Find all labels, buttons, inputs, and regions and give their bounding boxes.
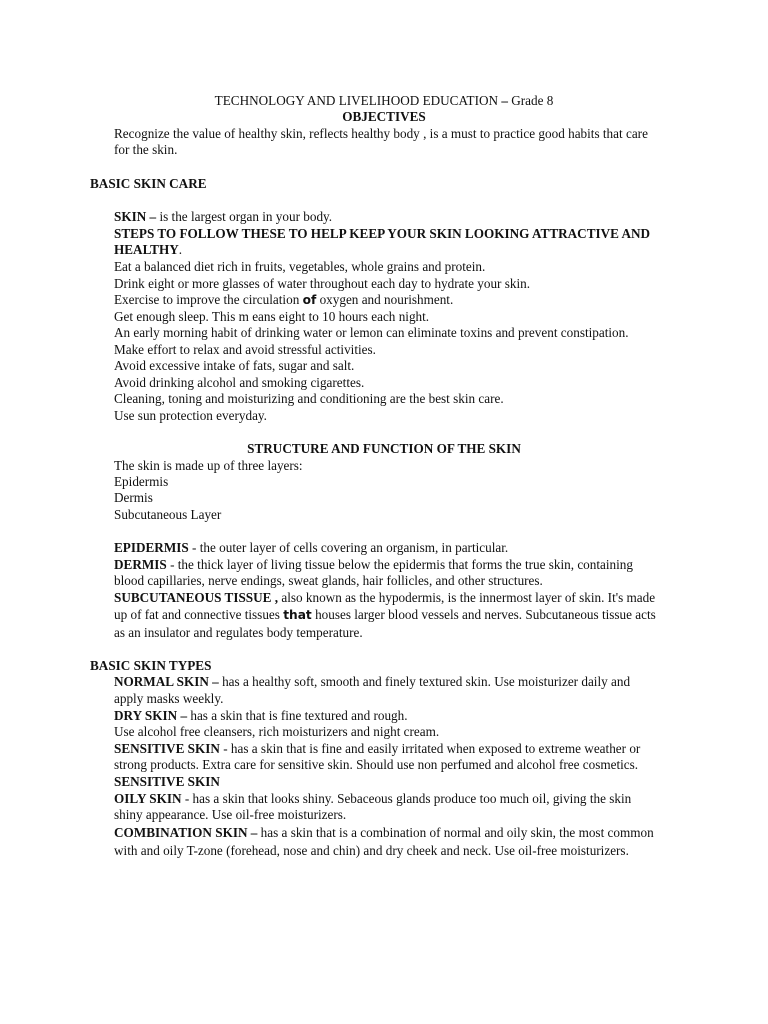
objectives-heading: OBJECTIVES xyxy=(342,109,426,124)
skin-types-heading: BASIC SKIN TYPES xyxy=(90,658,212,673)
dry-skin-term: DRY SKIN – xyxy=(114,708,188,723)
sensitive-skin-line-2: strong products. Extra care for sensitive skin. Should use non perfumed and alcohol free cosmetics. xyxy=(114,757,639,772)
title-text: TECHNOLOGY AND LIVELIHOOD EDUCATION xyxy=(214,93,499,108)
sensitive-skin xyxy=(114,741,640,758)
subcutaneous-definition-line-3: as an insulator and regulates body temperature. xyxy=(114,625,363,640)
step-item: Use sun protection everyday. xyxy=(114,408,267,423)
steps-heading-healthy: HEALTHY xyxy=(114,242,179,257)
steps-heading-line-2 xyxy=(114,242,182,259)
epidermis-term: EPIDERMIS xyxy=(114,540,189,555)
step-item: Eat a balanced diet rich in fruits, vegetables, whole grains and protein. xyxy=(114,259,486,274)
objectives-line-2: for the skin. xyxy=(114,142,178,157)
exercise-pre: Exercise to improve the circulation xyxy=(114,292,303,307)
step-item: Drink eight or more glasses of water throughout each day to hydrate your skin. xyxy=(114,276,531,291)
dry-skin-line-2: Use alcohol free cleansers, rich moisturizers and night cream. xyxy=(114,724,440,739)
dermis-definition-line-2: blood capillaries, nerve endings, sweat glands, hair follicles, and other structures. xyxy=(114,573,543,588)
normal-skin-line-2: apply masks weekly. xyxy=(114,691,224,706)
dermis-def: - the thick layer of living tissue below the epidermis that forms the true skin, containing xyxy=(166,557,633,572)
subcutaneous-that: that xyxy=(283,608,312,622)
subcutaneous-post: houses larger blood vessels and nerves. Subcutaneous tissue acts xyxy=(311,607,656,622)
steps-heading-line-1: STEPS TO FOLLOW THESE TO HELP KEEP YOUR SKIN LOOKING ATTRACTIVE AND xyxy=(114,226,651,241)
normal-skin-def: has a healthy soft, smooth and finely textured skin. Use moisturizer daily and xyxy=(218,674,631,689)
subcutaneous-definition xyxy=(114,590,655,607)
basic-skin-care-heading: BASIC SKIN CARE xyxy=(90,176,207,191)
step-item: Cleaning, toning and moisturizing and conditioning are the best skin care. xyxy=(114,391,504,406)
oily-skin-line-2: shiny appearance. Use oil-free moisturizers. xyxy=(114,807,347,822)
step-item: Avoid excessive intake of fats, sugar and salt. xyxy=(114,358,355,373)
skin-def: is the largest organ in your body. xyxy=(156,209,333,224)
normal-skin xyxy=(114,674,630,691)
dry-skin xyxy=(114,708,408,725)
dermis-definition xyxy=(114,557,633,574)
skin-term: SKIN – xyxy=(114,209,157,224)
layer-item: Subcutaneous Layer xyxy=(114,507,222,522)
objectives-line-1: Recognize the value of healthy skin, reflects healthy body , is a must to practice good habits that care xyxy=(114,126,648,141)
oily-skin-term: OILY SKIN xyxy=(114,791,182,806)
normal-skin-term: NORMAL SKIN – xyxy=(114,674,219,689)
document-title xyxy=(0,93,768,110)
combination-skin-line-2: with and oily T-zone (forehead, nose and chin) and dry cheek and neck. Use oil-free moisturizers. xyxy=(114,843,629,858)
step-item: Make effort to relax and avoid stressful activities. xyxy=(114,342,376,357)
epidermis-def: - the outer layer of cells covering an organism, in particular. xyxy=(188,540,509,555)
dermis-term: DERMIS xyxy=(114,557,167,572)
grade-text: Grade 8 xyxy=(511,93,554,108)
exercise-of: of xyxy=(302,293,317,307)
sensitive-skin-def: - has a skin that is fine and easily irritated when exposed to extreme weather or xyxy=(219,741,641,756)
combination-skin-term: COMBINATION SKIN – xyxy=(114,825,258,840)
epidermis-definition xyxy=(114,540,508,557)
subcutaneous-definition-line-2 xyxy=(114,607,656,624)
dry-skin-def: has a skin that is fine textured and rough. xyxy=(187,708,408,723)
steps-heading-period: . xyxy=(178,242,183,257)
structure-intro: The skin is made up of three layers: xyxy=(114,458,303,473)
title-dash: – xyxy=(498,93,512,108)
skin-definition xyxy=(114,209,332,226)
sensitive-skin-repeat: SENSITIVE SKIN xyxy=(114,774,220,789)
step-item: An early morning habit of drinking water or lemon can eliminate toxins and prevent constipation. xyxy=(114,325,629,340)
layer-item: Dermis xyxy=(114,490,153,505)
oily-skin xyxy=(114,791,631,808)
step-item: Get enough sleep. This m eans eight to 10 hours each night. xyxy=(114,309,430,324)
oily-skin-def: - has a skin that looks shiny. Sebaceous glands produce too much oil, giving the skin xyxy=(181,791,632,806)
combination-skin-def: has a skin that is a combination of normal and oily skin, the most common xyxy=(257,825,654,840)
step-item: Avoid drinking alcohol and smoking cigarettes. xyxy=(114,375,365,390)
subcutaneous-term: SUBCUTANEOUS TISSUE , xyxy=(114,590,279,605)
sensitive-skin-term: SENSITIVE SKIN xyxy=(114,741,220,756)
subcutaneous-def: also known as the hypodermis, is the innermost layer of skin. It's made xyxy=(278,590,656,605)
combination-skin xyxy=(114,825,654,842)
layer-item: Epidermis xyxy=(114,474,169,489)
subcutaneous-pre: up of fat and connective tissues xyxy=(114,607,284,622)
exercise-post: oxygen and nourishment. xyxy=(316,292,454,307)
structure-heading: STRUCTURE AND FUNCTION OF THE SKIN xyxy=(247,441,521,456)
step-item xyxy=(114,292,453,309)
